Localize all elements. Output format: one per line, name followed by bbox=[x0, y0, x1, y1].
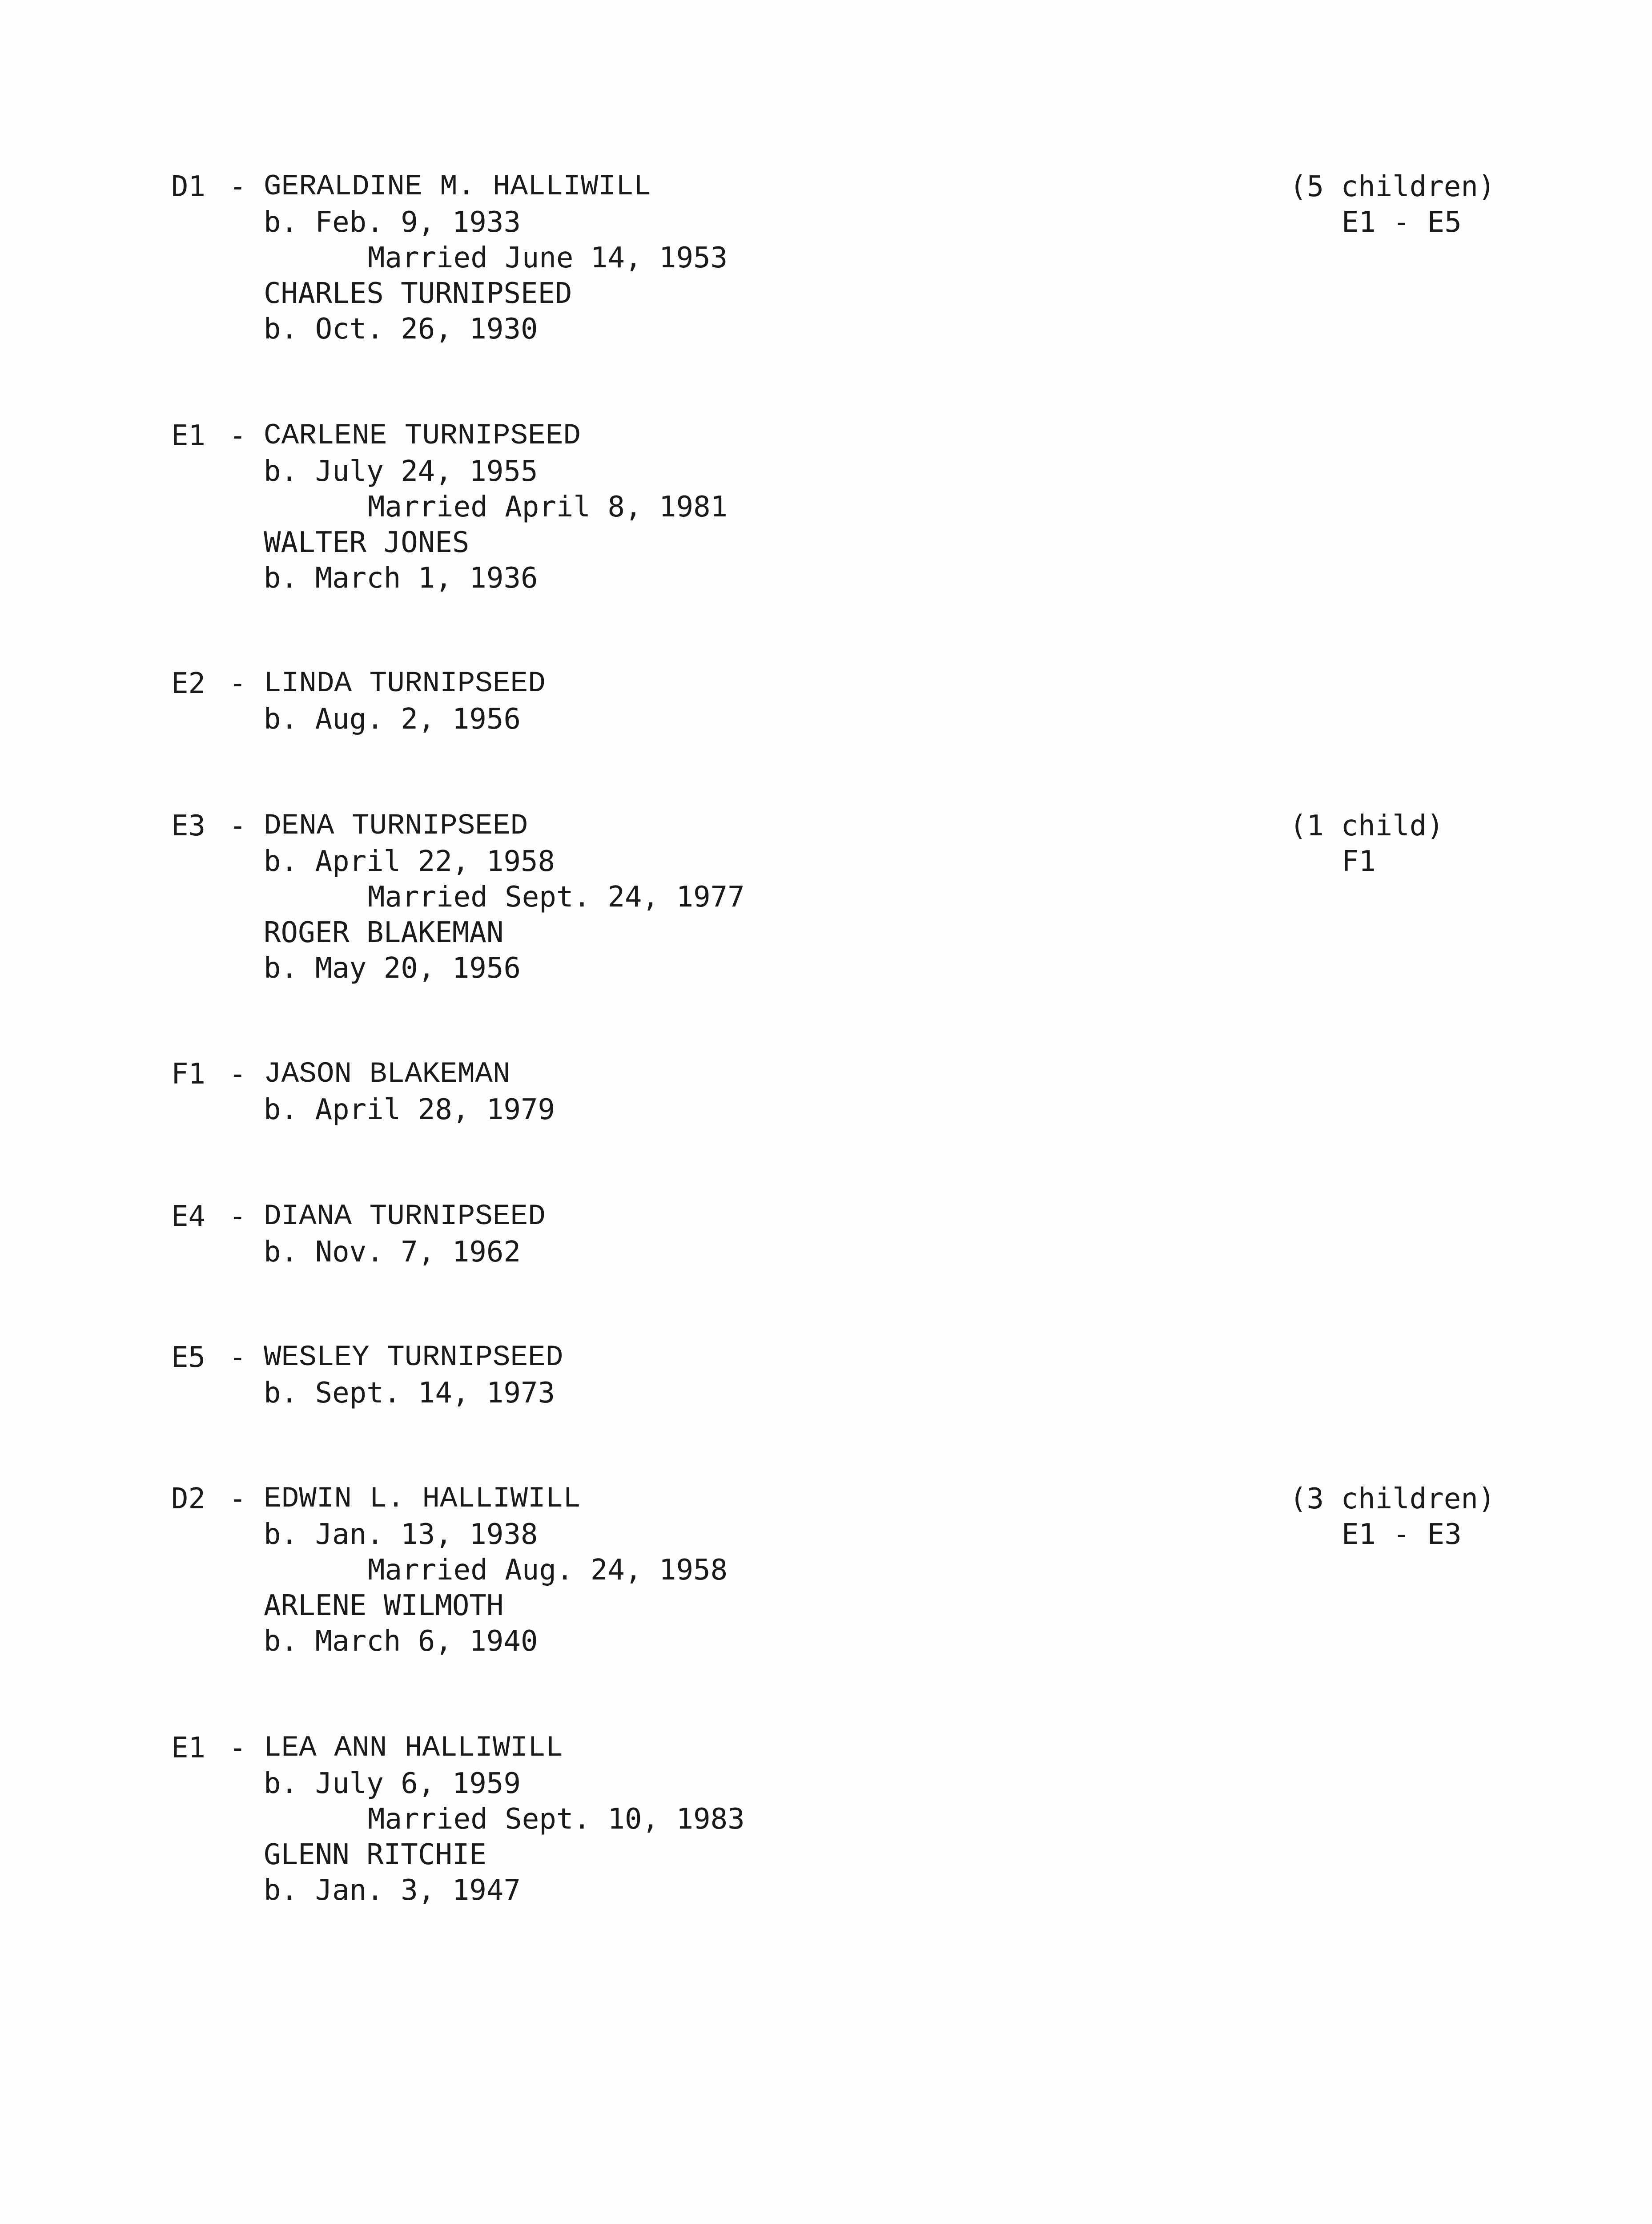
genealogy-entry bbox=[171, 169, 1238, 347]
marriage-date: Married April 8, 1981 bbox=[368, 491, 728, 524]
entry-code: E1 bbox=[171, 419, 206, 452]
person-name: LEA ANN HALLIWILL bbox=[264, 1731, 563, 1765]
person-name: LINDA TURNIPSEED bbox=[264, 667, 546, 700]
birth-date: b. April 28, 1979 bbox=[264, 1093, 555, 1126]
birth-date: b. Sept. 14, 1973 bbox=[264, 1377, 555, 1410]
spouse-birth-date: b. March 1, 1936 bbox=[264, 562, 538, 595]
birth-date: b. July 24, 1955 bbox=[264, 455, 538, 488]
entry-code: F1 bbox=[171, 1058, 206, 1091]
person-name: DIANA TURNIPSEED bbox=[264, 1200, 546, 1233]
entry-separator: - bbox=[229, 667, 246, 700]
birth-date: b. July 6, 1959 bbox=[264, 1767, 521, 1800]
spouse-name: GLENN RITCHIE bbox=[264, 1838, 486, 1871]
person-name: WESLEY TURNIPSEED bbox=[264, 1341, 563, 1374]
genealogy-entry bbox=[171, 1340, 1238, 1411]
spouse-birth-date: b. March 6, 1940 bbox=[264, 1625, 538, 1658]
entry-code: E2 bbox=[171, 667, 206, 700]
genealogy-entry bbox=[171, 666, 1238, 737]
spouse-name: ROGER BLAKEMAN bbox=[264, 916, 504, 949]
genealogy-entry bbox=[171, 808, 1238, 986]
person-name: EDWIN L. HALLIWILL bbox=[264, 1482, 581, 1515]
birth-date: b. April 22, 1958 bbox=[264, 845, 555, 878]
marriage-date: Married Aug. 24, 1958 bbox=[368, 1554, 728, 1587]
entry-separator: - bbox=[229, 1341, 246, 1374]
children-note bbox=[1290, 808, 1512, 879]
person-name: CARLENE TURNIPSEED bbox=[264, 419, 581, 452]
genealogy-entry bbox=[171, 1056, 1238, 1128]
spouse-birth-date: b. Jan. 3, 1947 bbox=[264, 1874, 521, 1907]
entry-separator: - bbox=[229, 1058, 246, 1091]
entry-code: E5 bbox=[171, 1341, 206, 1374]
entry-separator: - bbox=[229, 810, 246, 842]
spouse-birth-date: b. Oct. 26, 1930 bbox=[264, 313, 538, 346]
person-name: JASON BLAKEMAN bbox=[264, 1057, 510, 1091]
birth-date: b. Jan. 13, 1938 bbox=[264, 1518, 538, 1551]
entry-separator: - bbox=[229, 1483, 246, 1515]
entry-code: E4 bbox=[171, 1200, 206, 1233]
spouse-name: CHARLES TURNIPSEED bbox=[264, 277, 572, 310]
children-range: F1 bbox=[1342, 845, 1376, 878]
entry-separator: - bbox=[229, 419, 246, 452]
person-name: DENA TURNIPSEED bbox=[264, 809, 528, 842]
children-note bbox=[1290, 1481, 1512, 1552]
entry-code: D2 bbox=[171, 1483, 206, 1515]
children-count: (3 children) bbox=[1290, 1483, 1495, 1515]
entry-code: E1 bbox=[171, 1732, 206, 1765]
birth-date: b. Feb. 9, 1933 bbox=[264, 206, 521, 239]
birth-date: b. Nov. 7, 1962 bbox=[264, 1236, 521, 1269]
entry-separator: - bbox=[229, 1732, 246, 1765]
spouse-birth-date: b. May 20, 1956 bbox=[264, 952, 521, 985]
entry-separator: - bbox=[229, 1200, 246, 1233]
genealogy-entry bbox=[171, 1481, 1238, 1659]
person-name: GERALDINE M. HALLIWILL bbox=[264, 170, 651, 203]
spouse-name: WALTER JONES bbox=[264, 526, 470, 559]
children-range: E1 - E3 bbox=[1342, 1518, 1462, 1551]
birth-date: b. Aug. 2, 1956 bbox=[264, 703, 521, 736]
spouse-name: ARLENE WILMOTH bbox=[264, 1589, 504, 1622]
entry-code: E3 bbox=[171, 810, 206, 842]
genealogy-entry bbox=[171, 418, 1238, 596]
children-count: (1 child) bbox=[1290, 810, 1444, 842]
marriage-date: Married Sept. 10, 1983 bbox=[368, 1803, 745, 1836]
children-note bbox=[1290, 169, 1512, 240]
genealogy-entry bbox=[171, 1730, 1238, 1908]
entry-separator: - bbox=[229, 170, 246, 203]
genealogy-entry bbox=[171, 1199, 1238, 1270]
marriage-date: Married June 14, 1953 bbox=[368, 242, 728, 274]
entry-code: D1 bbox=[171, 170, 206, 203]
children-range: E1 - E5 bbox=[1342, 206, 1462, 239]
marriage-date: Married Sept. 24, 1977 bbox=[368, 881, 745, 914]
children-count: (5 children) bbox=[1290, 170, 1495, 203]
